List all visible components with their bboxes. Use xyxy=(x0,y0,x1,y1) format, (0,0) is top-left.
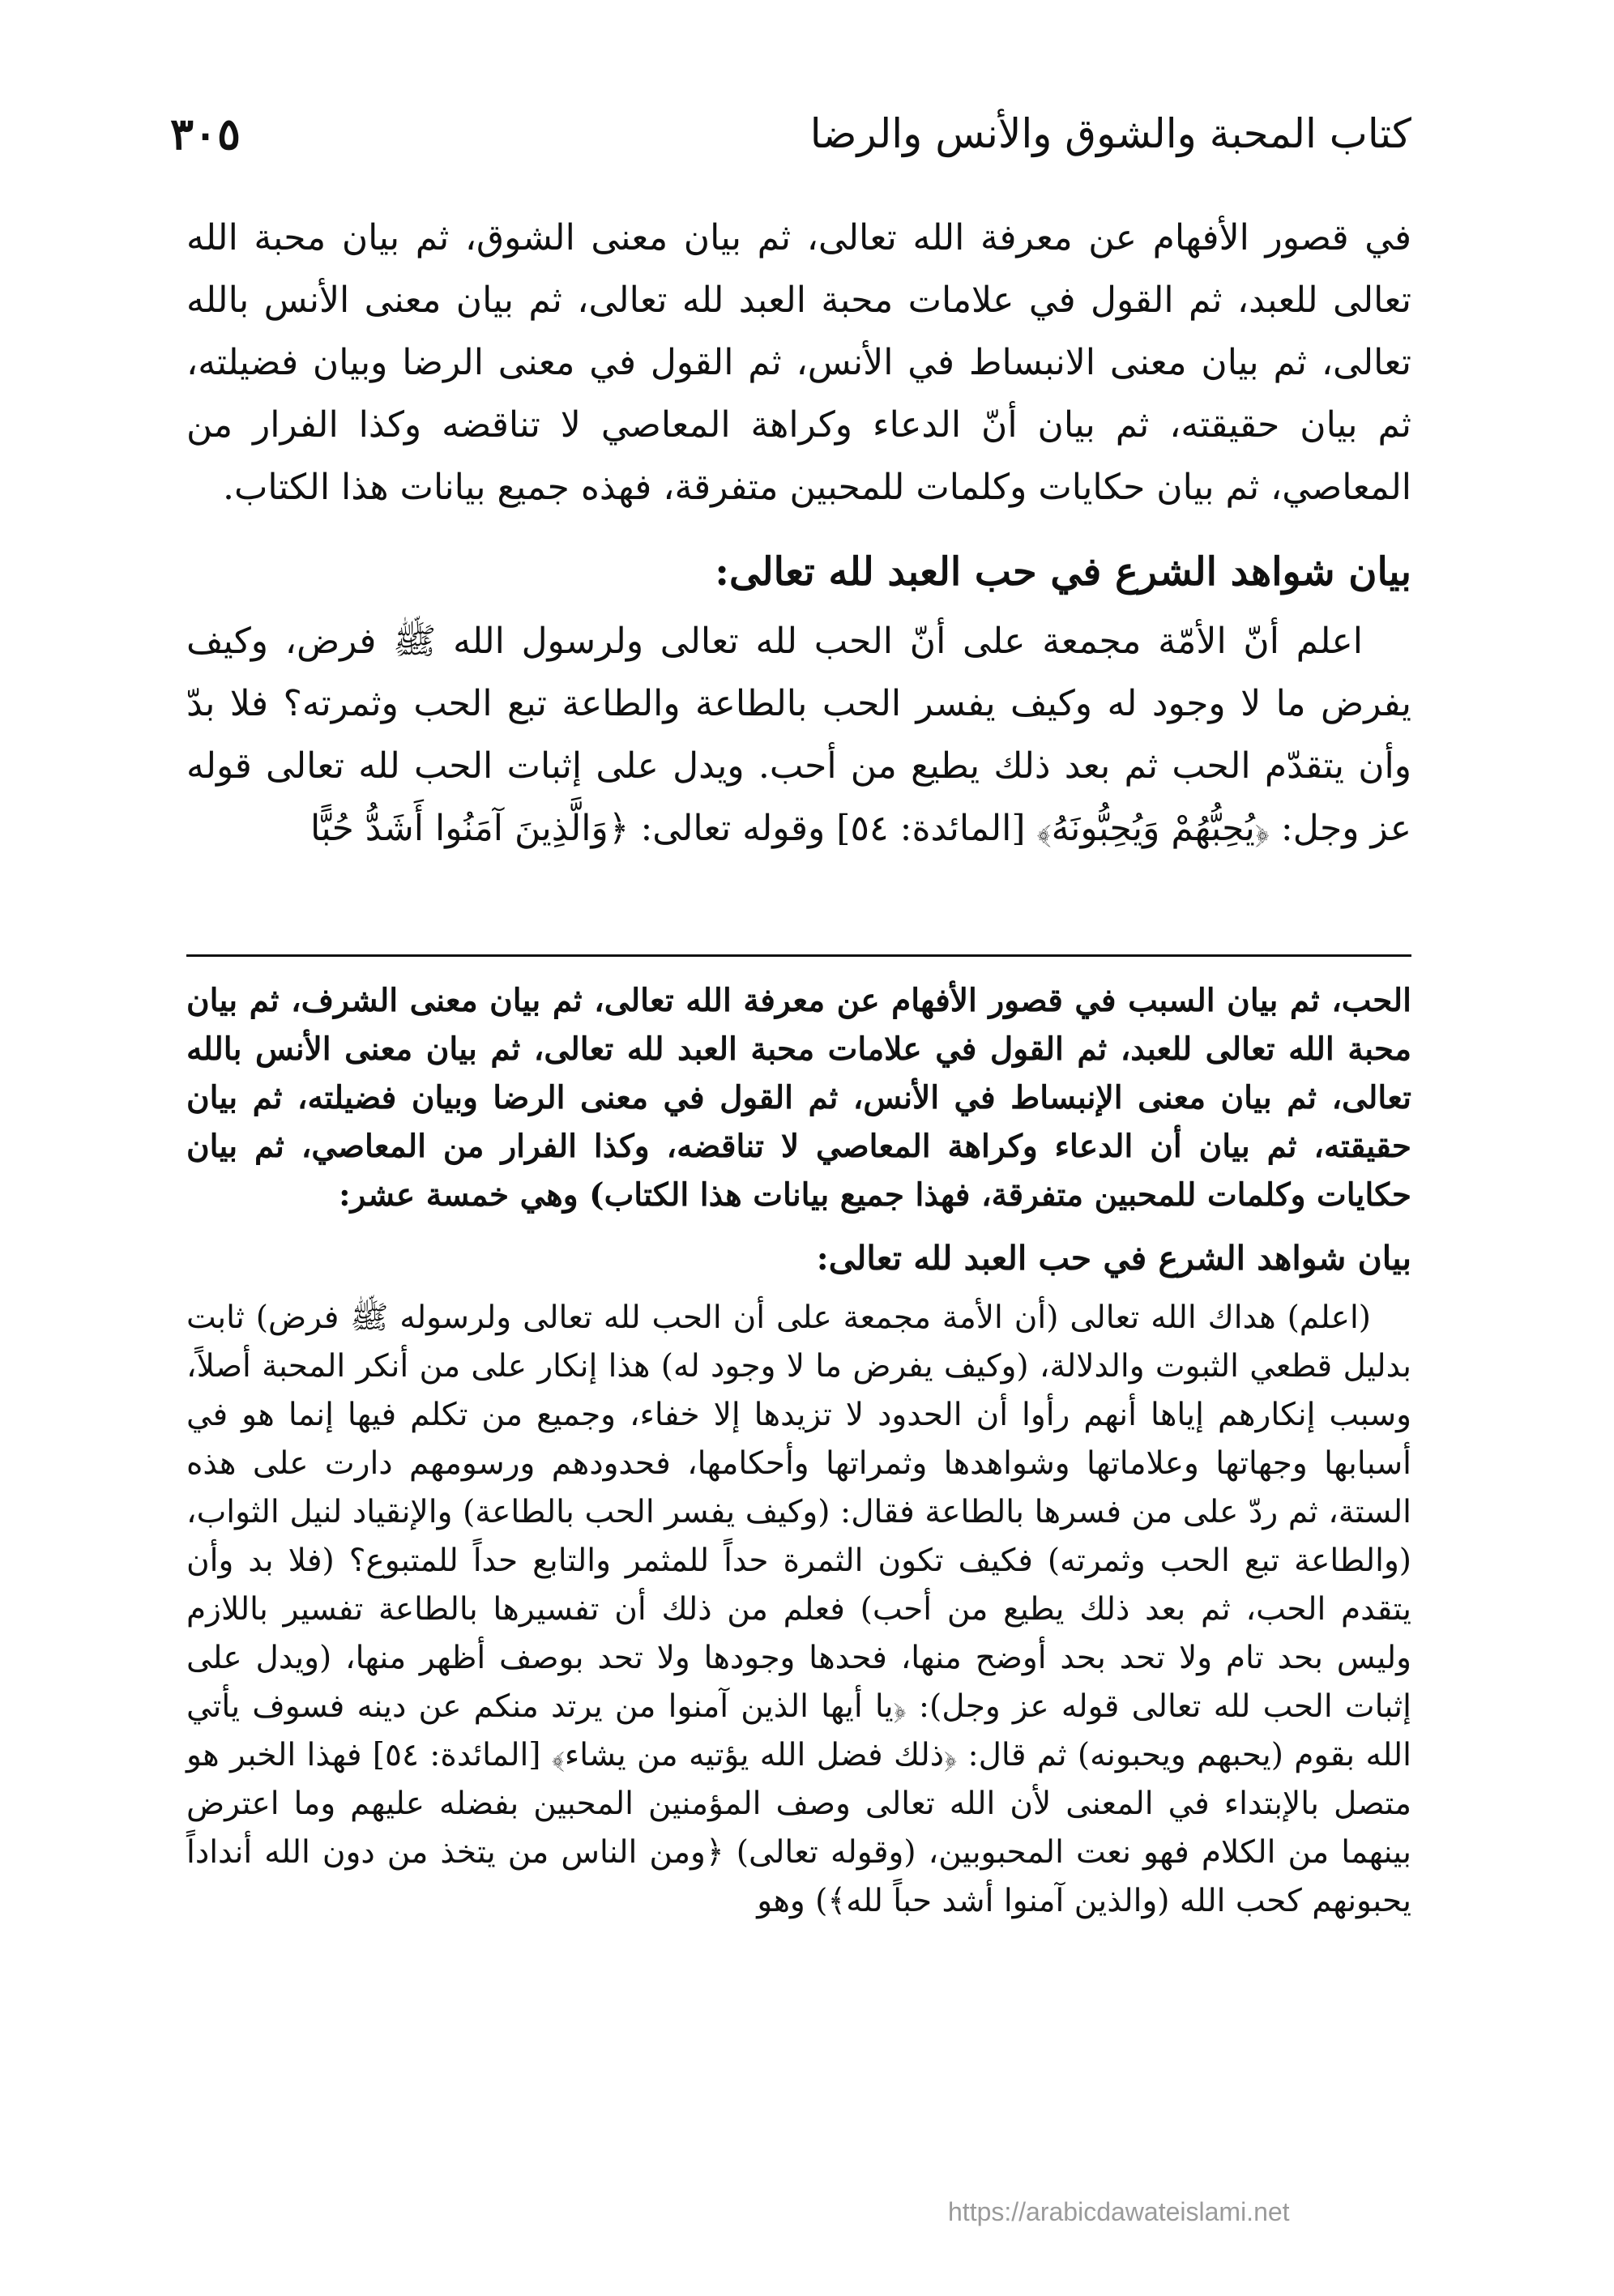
running-title: كتاب المحبة والشوق والأنس والرضا xyxy=(809,110,1411,157)
commentary-text xyxy=(186,976,1411,1926)
page-header xyxy=(170,97,1411,170)
sharh-body-paragraph: (اعلم) هداك الله تعالى (أن الأمة مجمعة على أن الحب لله تعالى ولرسوله ﷺ فرض) ثابت بدليل قطعي الثبوت والدلالة، (وكيف يفرض ما لا وجود له) هذا إنكار على من أنكر المحبة أصلاً، وسبب إنكارهم إياها أنهم رأوا أن الحدود لا تزيدها إلا خفاء، وجميع من تكلم فيها إنما هو في أسبابها وجهاتها وعلاماتها وشواهدها وثمراتها وأحكامها، فحدودهم ورسومهم دارت على هذه الستة، ثم ردّ على من فسرها بالطاعة فقال: (وكيف يفسر الحب بالطاعة) والإنقياد لنيل الثواب، (والطاعة تبع الحب وثمرته) فكيف تكون الثمرة حداً للمثمر والتابع حداً للمتبوع؟ (فلا بد وأن يتقدم الحب، ثم بعد ذلك يطيع من أحب) فعلم من ذلك أن تفسيرها بالطاعة تفسير باللازم وليس بحد تام ولا تحد بحد أوضح منها، فحدها وجودها ولا تحد بوصف أظهر منها، (ويدل على إثبات الحب لله تعالى قوله عز وجل): ﴿يا أيها الذين آمنوا من يرتد منكم عن دينه فسوف يأتي الله بقوم (يحبهم ويحبونه) ثم قال: ﴿ذلك فضل الله يؤتيه من يشاء﴾ [المائدة: ٥٤] فهذا الخبر هو متصل بالإبتداء في المعنى لأن الله تعالى وصف المؤمنين المحبين بفضله عليهم وما اعترض بينهما من الكلام فهو نعت المحبوبين، (وقوله تعالى) ﴿ومن الناس من يتخذ من دون الله أنداداً يحبونهم كحب الله (والذين آمنوا أشد حباً لله﴾) وهو xyxy=(186,1300,1412,1919)
sharh-section-heading: بيان شواهد الشرع في حب العبد لله تعالى: xyxy=(816,1239,1411,1278)
sharh-intro-paragraph: الحب، ثم بيان السبب في قصور الأفهام عن معرفة الله تعالى، ثم بيان معنى الشرف، ثم بيان محبة الله تعالى للعبد، ثم القول في علامات محبة العبد لله تعالى، ثم بيان معنى الأنس بالله تعالى، ثم بيان معنى الإنبساط في الأنس، ثم القول في معنى الرضا وبيان فضيلته، ثم بيان حقيقته، ثم بيان أن الدعاء وكراهة المعاصي لا تناقضه، وكذا الفرار من المعاصي، ثم بيان حكايات وكلمات للمحبين متفرقة، فهذا جميع بيانات هذا الكتاب) وهي خمسة عشر: xyxy=(186,982,1411,1214)
main-text xyxy=(186,207,1411,860)
source-watermark: https://arabicdawateislami.net xyxy=(948,2197,1290,2226)
page-number: ٣٠٥ xyxy=(170,108,241,160)
matn-section-heading: بيان شواهد الشرع في حب العبد لله تعالى: xyxy=(715,549,1411,595)
matn-body-paragraph: اعلم أنّ الأمّة مجمعة على أنّ الحب لله تعالى ولرسول الله ﷺ فرض، وكيف يفرض ما لا وجود له وكيف يفسر الحب بالطاعة والطاعة تبع الحب وثمرته؟ فلا بدّ وأن يتقدّم الحب ثم بعد ذلك يطيع من أحب. ويدل على إثبات الحب لله تعالى قوله عز وجل: ﴿يُحِبُّهُمْ وَيُحِبُّونَهُ﴾ [المائدة: ٥٤] وقوله تعالى: ﴿وَالَّذِينَ آمَنُوا أَشَدُّ حُبًّا xyxy=(186,621,1411,849)
matn-intro-paragraph: في قصور الأفهام عن معرفة الله تعالى، ثم بيان معنى الشوق، ثم بيان محبة الله تعالى للعبد، ثم القول في علامات محبة العبد لله تعالى، ثم بيان معنى الأنس بالله تعالى، ثم بيان معنى الانبساط في الأنس، ثم القول في معنى الرضا وبيان فضيلته، ثم بيان حقيقته، ثم بيان أنّ الدعاء وكراهة المعاصي لا تناقضه وكذا الفرار من المعاصي، ثم بيان حكايات وكلمات للمحبين متفرقة، فهذه جميع بيانات هذا الكتاب. xyxy=(186,217,1412,508)
commentary-divider xyxy=(186,954,1411,957)
